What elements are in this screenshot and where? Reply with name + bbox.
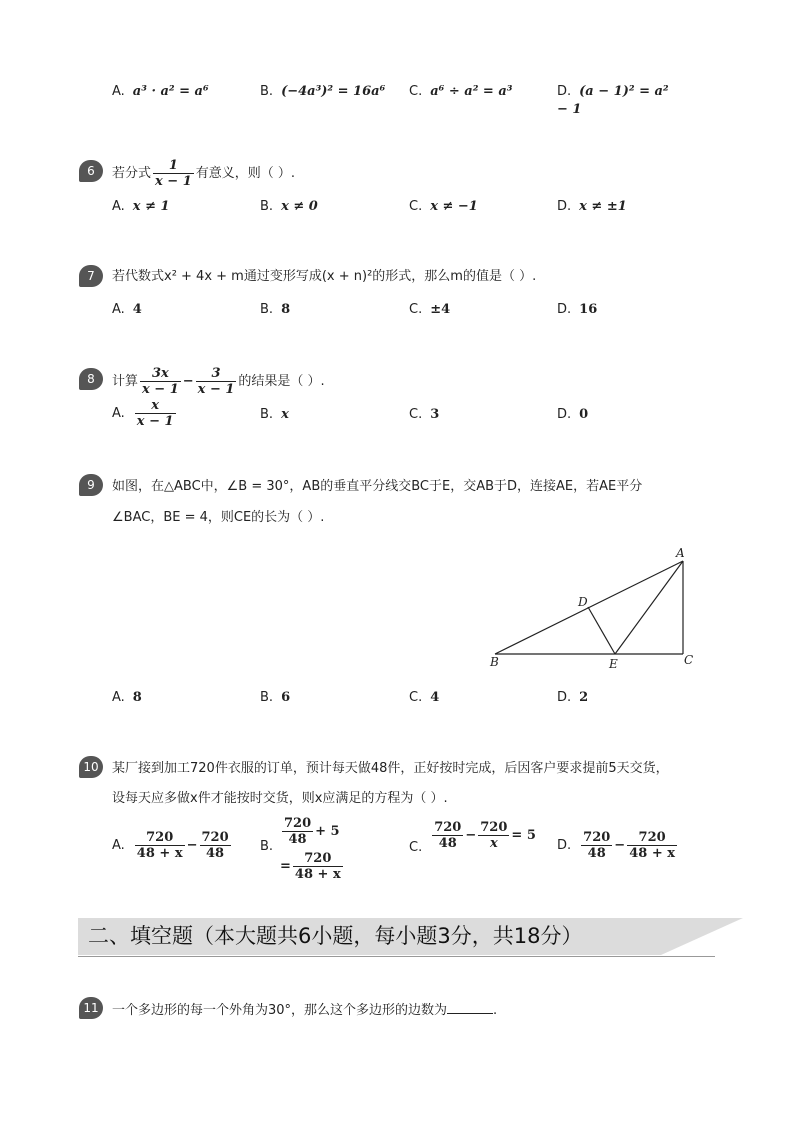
q5-option-d-text: (a − 1)² = a² − 1 bbox=[557, 84, 669, 117]
q5-option-c[interactable]: C. a⁶ ÷ a² = a³ bbox=[409, 84, 513, 99]
section-header bbox=[78, 918, 715, 957]
q8-option-a-fraction: $\frac{x}{x - 1}$ bbox=[136, 398, 174, 429]
q8-fraction-1: $\frac{3x}{x - 1}$ bbox=[142, 366, 179, 397]
label-b: B bbox=[490, 655, 499, 669]
q9-option-b[interactable]: B. 6 bbox=[260, 690, 291, 705]
q6-fraction: $\frac{1}{x - 1}$ bbox=[155, 158, 192, 189]
q8-option-c[interactable]: C. 3 bbox=[409, 407, 440, 422]
q7-option-c[interactable]: C. ±4 bbox=[409, 302, 451, 317]
q5-option-d[interactable]: D. (a − 1)² = a² − 1 bbox=[557, 84, 669, 117]
q8-fraction-2: $\frac{3}{x - 1}$ bbox=[197, 366, 235, 397]
q5-option-b-text: (−4a³)² = 16a⁶ bbox=[281, 84, 386, 99]
segment-de bbox=[588, 607, 615, 654]
q8-option-a[interactable]: A. $\frac{x}{x - 1}$ bbox=[112, 398, 174, 429]
q6-option-d[interactable]: D. x ≠ ±1 bbox=[557, 199, 627, 214]
segment-ab bbox=[495, 561, 683, 654]
q10-option-d[interactable]: D. $\frac{720}{48}$ − $\frac{720}{48 + x}$ bbox=[557, 830, 675, 861]
q5-option-a[interactable]: A. a³ · a² = a⁶ bbox=[112, 84, 209, 99]
question-number-9: 9 bbox=[79, 474, 103, 496]
q9-option-c[interactable]: C. 4 bbox=[409, 690, 440, 705]
q9-stem-line-1: 如图，在△ABC中，∠B = 30°，AB的垂直平分线交BC于E，交AB于D，连接AE，若AE平分 bbox=[112, 479, 643, 494]
question-number-7: 7 bbox=[79, 265, 103, 287]
q10-option-b-line-2[interactable]: = $\frac{720}{48 + x}$ bbox=[280, 851, 341, 882]
question-number-10: 10 bbox=[79, 756, 103, 778]
q8-option-d[interactable]: D. 0 bbox=[557, 407, 589, 422]
q6-option-a[interactable]: A. x ≠ 1 bbox=[112, 199, 170, 214]
question-number-8: 8 bbox=[79, 368, 103, 390]
q7-stem: 若代数式x² + 4x + m通过变形写成(x + n)²的形式，那么m的值是（ ）. bbox=[112, 269, 537, 284]
q5-option-b[interactable]: B. (−4a³)² = 16a⁶ bbox=[260, 84, 386, 99]
q10-stem-line-1: 某厂接到加工720件衣服的订单，预计每天做48件，正好按时完成，后因客户要求提前5天交货， bbox=[112, 761, 669, 776]
label-a: A bbox=[676, 546, 685, 560]
q7-option-b[interactable]: B. 8 bbox=[260, 302, 291, 317]
q7-option-a[interactable]: A. 4 bbox=[112, 302, 142, 317]
question-number-11: 11 bbox=[79, 997, 103, 1019]
section-title: 二、填空题（本大题共6小题，每小题3分，共18分） bbox=[88, 924, 583, 948]
triangle-figure bbox=[480, 540, 710, 675]
q6-stem: 若分式 $\frac{1}{x - 1}$ 有意义，则（ ）. bbox=[112, 158, 296, 189]
q8-stem: 计算 $\frac{3x}{x - 1}$ − $\frac{3}{x - 1}$ 的结果是（ ）. bbox=[112, 366, 325, 397]
q10-option-a[interactable]: A. $\frac{720}{48 + x}$ − $\frac{720}{48}$ bbox=[112, 830, 229, 861]
answer-blank[interactable] bbox=[447, 1001, 493, 1014]
q10-stem-line-2: 设每天应多做x件才能按时交货，则x应满足的方程为（ ）. bbox=[112, 791, 448, 806]
label-e: E bbox=[609, 657, 618, 671]
q10-option-b-line-1[interactable]: $\frac{720}{48}$ + 5 bbox=[284, 816, 340, 847]
q5-option-a-text: a³ · a² = a⁶ bbox=[132, 84, 209, 99]
question-number-6: 6 bbox=[79, 160, 103, 182]
label-c: C bbox=[684, 653, 694, 667]
label-d: D bbox=[578, 595, 588, 609]
q5-option-c-text: a⁶ ÷ a² = a³ bbox=[430, 84, 513, 99]
section-header-tip bbox=[661, 918, 743, 955]
q6-option-c[interactable]: C. x ≠ −1 bbox=[409, 199, 478, 214]
q7-option-d[interactable]: D. 16 bbox=[557, 302, 598, 317]
q8-option-b[interactable]: B. x bbox=[260, 407, 289, 422]
q10-option-c[interactable]: C. $\frac{720}{48}$ − $\frac{720}{x}$ = 5 bbox=[409, 820, 536, 855]
q9-stem-line-2: ∠BAC，BE = 4，则CE的长为（ ）. bbox=[112, 510, 325, 525]
q10-option-b-label[interactable]: B. bbox=[260, 839, 274, 854]
q9-option-a[interactable]: A. 8 bbox=[112, 690, 142, 705]
segment-ae bbox=[615, 561, 683, 654]
q11-stem: 一个多边形的每一个外角为30°，那么这个多边形的边数为 . bbox=[112, 1003, 498, 1018]
q9-option-d[interactable]: D. 2 bbox=[557, 690, 589, 705]
q6-option-b[interactable]: B. x ≠ 0 bbox=[260, 199, 318, 214]
